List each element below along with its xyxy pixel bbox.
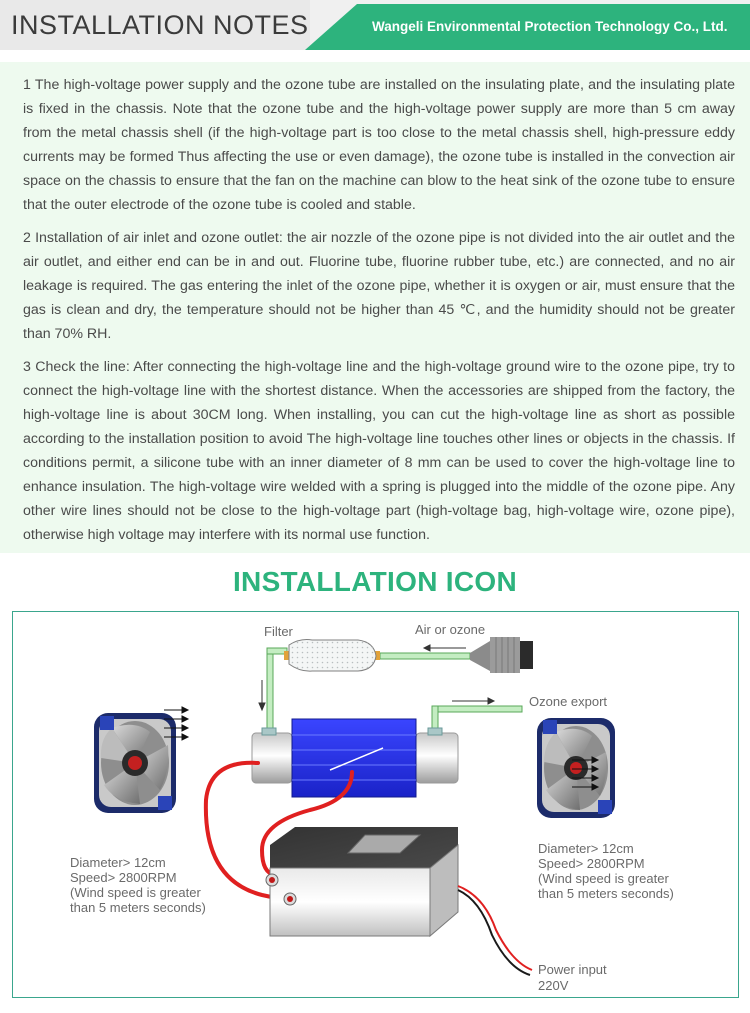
company-name: Wangeli Environmental Protection Technology Co., Ltd. (372, 19, 728, 34)
right-fan-spec (538, 841, 674, 901)
fan-diameter-text: Diameter> 12cm (70, 855, 166, 870)
left-fan-spec (70, 855, 206, 915)
power-input-wires (458, 886, 532, 975)
fan-wind-text-cont: than 5 meters seconds) (70, 900, 206, 915)
ozone-tube (252, 719, 458, 797)
ozone-export-label: Ozone export (529, 694, 608, 709)
air-or-ozone-label: Air or ozone (415, 622, 486, 637)
filter-label: Filter (264, 624, 293, 639)
page-title: INSTALLATION NOTES (0, 0, 310, 50)
fan-speed-text: Speed> 2800RPM (538, 856, 645, 871)
fan-speed-text: Speed> 2800RPM (70, 870, 177, 885)
fan-diameter-text: Diameter> 12cm (538, 841, 634, 856)
fan-wind-text: (Wind speed is greater (538, 871, 669, 886)
note-paragraph-2: 2 Installation of air inlet and ozone outlet: the air nozzle of the ozone pipe is not divided into the air outlet and the air outlet, and either end can be in and out. Fluorine tube, fluorine rubber tube, etc.) are connected, and no air leakage is required. The gas entering the inlet of the ozone pipe, whether it is oxygen or air, must ensure that the gas is clean and dry, the temperature should not be higher than 45 ℃, and the humidity should not be greater than 70% RH. (23, 230, 735, 342)
power-voltage-label: 220V (538, 978, 569, 993)
right-cooling-fan (537, 718, 615, 818)
section-title: INSTALLATION ICON (232, 566, 518, 597)
filter (289, 640, 376, 672)
air-source-connector (470, 637, 533, 673)
power-input-label: Power input (538, 962, 607, 977)
fan-wind-text: (Wind speed is greater (70, 885, 201, 900)
fan-wind-text-cont: than 5 meters seconds) (538, 886, 674, 901)
note-paragraph-3: 3 Check the line: After connecting the high-voltage line and the high-voltage ground wire to the ozone pipe, try to connect the high-voltage line with the shortest distance. When the accessories are shipped from the factory, the high-voltage line is about 30CM long. When installing, you can cut the high-voltage line as short as possible according to the installation position to avoid The high-voltage line touches other lines or objects in the chassis. If conditions permit, a silicone tube with an inner diameter of 8 mm can be used to cover the high-voltage line to enhance insulation. The high-voltage wire welded with a spring is plugged into the middle of the ozone pipe. Any other wire lines should not be close to the high-voltage part (high-voltage bag, high-voltage wire, ozone pipe), otherwise high voltage may interfere with its normal use function. (23, 359, 735, 543)
high-voltage-power-supply (266, 827, 458, 936)
note-paragraph-1: 1 The high-voltage power supply and the ozone tube are installed on the insulating plate, and the insulating plate is fixed in the chassis. Note that the ozone tube and the high-voltage power supply are more than 5 cm away from the metal chassis shell (if the high-voltage part is too close to the metal chassis shell, high-pressure eddy currents may be formed Thus affecting the use or even damage), the ozone tube is installed in the convection air space on the chassis to ensure that the fan on the machine can blow to the heat sink of the ozone tube to ensure that the outer electrode of the ozone tube is cooled and stable. (23, 77, 735, 213)
left-cooling-fan (94, 713, 176, 813)
ozone-export-pipe (432, 706, 522, 734)
